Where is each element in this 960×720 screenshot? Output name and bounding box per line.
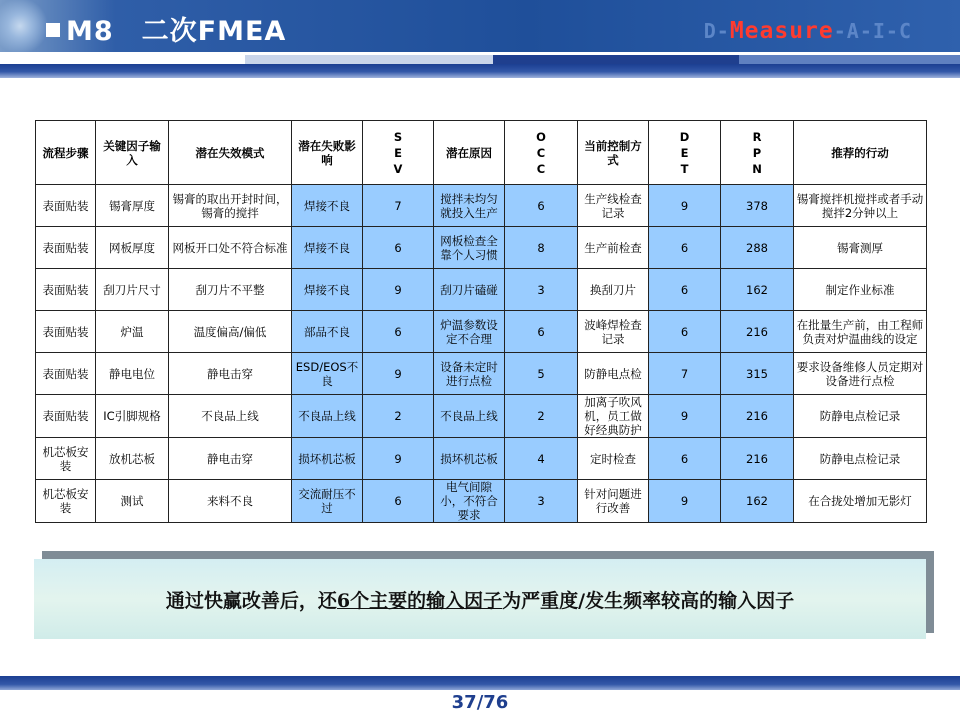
cell-recommended-action: 锡膏测厚 [794, 227, 927, 269]
cell-failure-mode: 来料不良 [169, 480, 292, 523]
header-cell: 潜在原因 [434, 121, 505, 185]
cell-failure-effect: 焊接不良 [292, 185, 363, 227]
cell-failure-mode: 锡膏的取出开封时间，锡膏的搅拌 [169, 185, 292, 227]
cell-failure-effect: 损坏机芯板 [292, 438, 363, 480]
cell-cause: 电气间隙小，不符合要求 [434, 480, 505, 523]
table-row [36, 438, 927, 480]
cell-occ: 5 [505, 353, 578, 395]
cell-failure-mode: 不良品上线 [169, 395, 292, 438]
cell-sev: 6 [363, 480, 434, 523]
cell-occ: 4 [505, 438, 578, 480]
cell-failure-mode: 刮刀片不平整 [169, 269, 292, 311]
bullet-square-icon [46, 23, 60, 37]
header-cell-det: D E T [649, 121, 721, 185]
divider-segment [245, 55, 493, 64]
header-cell: 潜在失败影响 [292, 121, 363, 185]
cell-current-control: 针对问题进行改善 [578, 480, 649, 523]
cell-failure-mode: 静电击穿 [169, 438, 292, 480]
cell-failure-mode: 网板开口处不符合标准 [169, 227, 292, 269]
cell-key-input: 炉温 [96, 311, 169, 353]
cell-recommended-action: 在批量生产前，由工程师负责对炉温曲线的设定 [794, 311, 927, 353]
table-row [36, 353, 927, 395]
cell-rpn: 378 [721, 185, 794, 227]
cell-failure-effect: 不良品上线 [292, 395, 363, 438]
cell-cause: 刮刀片磕碰 [434, 269, 505, 311]
table-row [36, 185, 927, 227]
phase-suffix: -A-I-C [833, 19, 912, 43]
cell-key-input: 网板厚度 [96, 227, 169, 269]
slide-title [46, 9, 286, 48]
cell-sev: 6 [363, 311, 434, 353]
table-row [36, 311, 927, 353]
cell-sev: 9 [363, 438, 434, 480]
cell-cause: 网板检查全靠个人习惯 [434, 227, 505, 269]
cell-rpn: 216 [721, 311, 794, 353]
cell-cause: 损坏机芯板 [434, 438, 505, 480]
cell-process-step: 表面贴装 [36, 227, 96, 269]
cell-sev: 7 [363, 185, 434, 227]
cell-cause: 搅拌未均匀就投入生产 [434, 185, 505, 227]
cell-det: 6 [649, 311, 721, 353]
divider-segment [0, 55, 245, 64]
cell-process-step: 机芯板安装 [36, 480, 96, 523]
cell-process-step: 表面贴装 [36, 353, 96, 395]
cell-rpn: 315 [721, 353, 794, 395]
cell-key-input: IC引脚规格 [96, 395, 169, 438]
cell-failure-mode: 静电击穿 [169, 353, 292, 395]
fmea-table [35, 120, 927, 523]
cell-failure-effect: 部品不良 [292, 311, 363, 353]
cell-cause: 炉温参数设定不合理 [434, 311, 505, 353]
cell-det: 6 [649, 269, 721, 311]
cell-current-control: 波峰焊检查记录 [578, 311, 649, 353]
cell-det: 6 [649, 227, 721, 269]
cell-cause: 不良品上线 [434, 395, 505, 438]
cell-recommended-action: 锡膏搅拌机搅拌或者手动搅拌2分钟以上 [794, 185, 927, 227]
header-cell: 流程步骤 [36, 121, 96, 185]
cell-recommended-action: 制定作业标准 [794, 269, 927, 311]
cell-sev: 6 [363, 227, 434, 269]
phase-prefix: D- [703, 19, 730, 43]
divider-segment [739, 55, 960, 64]
footer-band [0, 676, 960, 690]
header-cell: 当前控制方式 [578, 121, 649, 185]
conclusion-prefix: 通过快赢改善后，还 [165, 589, 337, 612]
table-header-row [36, 121, 927, 185]
cell-occ: 8 [505, 227, 578, 269]
cell-rpn: 216 [721, 395, 794, 438]
table-body [36, 185, 927, 523]
table-row [36, 395, 927, 438]
dmaic-phase-indicator [704, 18, 912, 44]
cell-process-step: 表面贴装 [36, 311, 96, 353]
cell-failure-effect: 焊接不良 [292, 269, 363, 311]
cell-cause: 设备未定时进行点检 [434, 353, 505, 395]
header-cell: 推荐的行动 [794, 121, 927, 185]
cell-det: 9 [649, 185, 721, 227]
cell-key-input: 测试 [96, 480, 169, 523]
header-cell-rpn: R P N [721, 121, 794, 185]
cell-occ: 3 [505, 480, 578, 523]
conclusion-box [34, 559, 926, 639]
cell-occ: 3 [505, 269, 578, 311]
header-cell-occ: O C C [505, 121, 578, 185]
cell-current-control: 生产前检查 [578, 227, 649, 269]
cell-occ: 6 [505, 185, 578, 227]
conclusion-text [166, 586, 794, 613]
cell-failure-effect: ESD/EOS不良 [292, 353, 363, 395]
cell-failure-effect: 焊接不良 [292, 227, 363, 269]
divider-segment [493, 55, 739, 64]
cell-current-control: 换刮刀片 [578, 269, 649, 311]
cell-recommended-action: 在合拢处增加无影灯 [794, 480, 927, 523]
phase-active: Measure [729, 18, 834, 44]
cell-det: 9 [649, 480, 721, 523]
cell-sev: 2 [363, 395, 434, 438]
cell-current-control: 加离子吹风机，员工做好经典防护 [578, 395, 649, 438]
cell-rpn: 216 [721, 438, 794, 480]
cell-key-input: 锡膏厚度 [96, 185, 169, 227]
cell-current-control: 定时检查 [578, 438, 649, 480]
conclusion-highlight: 6个主要的输入因子 [336, 589, 503, 612]
cell-det: 7 [649, 353, 721, 395]
cell-recommended-action: 防静电点检记录 [794, 438, 927, 480]
cell-process-step: 机芯板安装 [36, 438, 96, 480]
cell-occ: 6 [505, 311, 578, 353]
cell-process-step: 表面贴装 [36, 395, 96, 438]
cell-recommended-action: 要求设备维修人员定期对设备进行点检 [794, 353, 927, 395]
cell-sev: 9 [363, 353, 434, 395]
header-cell: 关键因子输入 [96, 121, 169, 185]
cell-key-input: 静电电位 [96, 353, 169, 395]
cell-det: 9 [649, 395, 721, 438]
cell-recommended-action: 防静电点检记录 [794, 395, 927, 438]
header-cell: 潜在失效模式 [169, 121, 292, 185]
cell-rpn: 288 [721, 227, 794, 269]
cell-failure-mode: 温度偏高/偏低 [169, 311, 292, 353]
slide-title-text: M8 二次FMEA [66, 16, 287, 47]
cell-rpn: 162 [721, 480, 794, 523]
conclusion-suffix: 为严重度/发生频率较高的输入因子 [502, 589, 795, 612]
cell-key-input: 放机芯板 [96, 438, 169, 480]
table-row [36, 480, 927, 523]
cell-det: 6 [649, 438, 721, 480]
cell-sev: 9 [363, 269, 434, 311]
table-row [36, 227, 927, 269]
header-cell-sev: S E V [363, 121, 434, 185]
header-band [0, 64, 960, 78]
header-bar [0, 0, 960, 52]
table-row [36, 269, 927, 311]
cell-rpn: 162 [721, 269, 794, 311]
cell-occ: 2 [505, 395, 578, 438]
cell-process-step: 表面贴装 [36, 185, 96, 227]
cell-process-step: 表面贴装 [36, 269, 96, 311]
cell-key-input: 刮刀片尺寸 [96, 269, 169, 311]
page-number: 37/76 [451, 692, 509, 713]
cell-current-control: 生产线检查记录 [578, 185, 649, 227]
cell-failure-effect: 交流耐压不过 [292, 480, 363, 523]
cell-current-control: 防静电点检 [578, 353, 649, 395]
